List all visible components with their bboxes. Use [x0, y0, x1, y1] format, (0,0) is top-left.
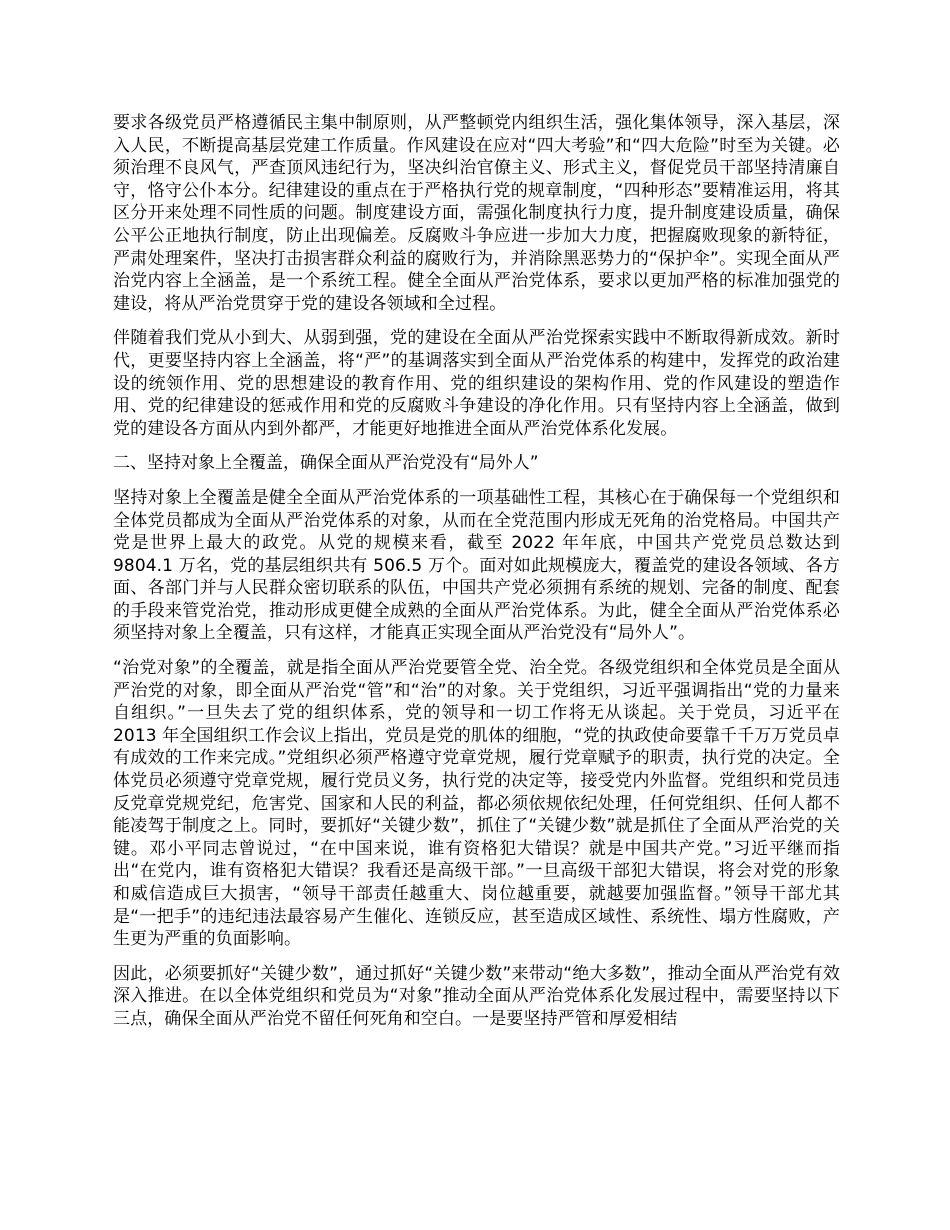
paragraph-party-building-content: 要求各级党员严格遵循民主集中制原则，从严整顿党内组织生活，强化集体领导，深入基层，深入人民，不断提高基层党建工作质量。作风建设在应对“四大考验”和“四大危险”时至为关键。必须治理不良风气，严查顶风违纪行为，坚决纠治官僚主义、形式主义，督促党员干部坚持清廉自守，恪守公仆本分。纪律建设的重点在于严格执行党的规章制度，“四种形态”要精准运用，将其区分开来处理不同性质的问题。制度建设方面，需强化制度执行力度，提升制度建设质量，确保公平公正地执行制度，防止出现偏差。反腐败斗争应进一步加大力度，把握腐败现象的新特征，严肃处理案件，坚决打击损害群众利益的腐败行为，并消除黑恶势力的“保护伞”。实现全面从严治党内容上全涵盖，是一个系统工程。健全全面从严治党体系，要求以更加严格的标准加强党的建设，将从严治党贯穿于党的建设各领域和全过程。	[113, 113, 840, 314]
paragraph-key-minority: 因此，必须要抓好“关键少数”，通过抓好“关键少数”来带动“绝大多数”，推动全面从严治党有效深入推进。在以全体党组织和党员为“对象”推动全面从严治党体系化发展过程中，需要坚持以下三点，确保全面从严治党不留任何死角和空白。一是要坚持严管和厚爱相结	[113, 963, 840, 1029]
document-page	[113, 112, 840, 1043]
section-heading: 二、坚持对象上全覆盖，确保全面从严治党没有“局外人”	[113, 453, 539, 474]
paragraph-governance-objects: “治党对象”的全覆盖，就是指全面从严治党要管全党、治全党。各级党组织和全体党员是全面从严治党的对象，即全面从严治党“管”和“治”的对象。关于党组织，习近平强调指出“党的力量来自组织。”一旦失去了党的组织体系，党的领导和一切工作将无从谈起。关于党员，习近平在 2013 年全国组织工作会议上指出，党员是党的肌体的细胞，“党的执政使命要靠千千万万党员卓有成效的工作来完成。”党组织必须严格遵守党章党规，履行党章赋予的职责，执行党的决定。全体党员必须遵守党章党规，履行党员义务，执行党的决定等，接受党内外监督。党组织和党员违反党章党规党纪，危害党、国家和人民的利益，都必须依规依纪处理，任何党组织、任何人都不能凌驾于制度之上。同时，要抓好“关键少数”，抓住了“关键少数”就是抓住了全面从严治党的关键。邓小平同志曾说过，“在中国来说，谁有资格犯大错误？就是中国共产党。”习近平继而指出“在党内，谁有资格犯大错误？我看还是高级干部。”一旦高级干部犯大错误，将会对党的形象和威信造成巨大损害，“领导干部责任越重大、岗位越重要，就越要加强监督。”领导干部尤其是“一把手”的违纪违法最容易产生催化、连锁反应，甚至造成区域性、系统性、塌方性腐败，产生更为严重的负面影响。	[113, 658, 840, 950]
paragraph-object-coverage: 坚持对象上全覆盖是健全全面从严治党体系的一项基础性工程，其核心在于确保每一个党组织和全体党员都成为全面从严治党体系的对象，从而在全党范围内形成无死角的治党格局。中国共产党是世界上最大的政党。从党的规模来看，截至 2022 年年底，中国共产党党员总数达到 9804.1 万名，党的基层组织共有 506.5 万个。面对如此规模庞大，覆盖党的建设各领域、各方面、各部门并与人民群众密切联系的队伍，中国共产党必须拥有系统的规划、完备的制度、配套的手段来管党治党，推动形成更健全成熟的全面从严治党体系。为此，健全全面从严治党体系必须坚持对象上全覆盖，只有这样，才能真正实现全面从严治党没有“局外人”。	[113, 487, 840, 644]
paragraph-new-era-coverage: 伴随着我们党从小到大、从弱到强，党的建设在全面从严治党探索实践中不断取得新成效。新时代，更要坚持内容上全涵盖，将“严”的基调落实到全面从严治党体系的构建中，发挥党的政治建设的统领作用、党的思想建设的教育作用、党的组织建设的架构作用、党的作风建设的塑造作用、党的纪律建设的惩戒作用和党的反腐败斗争建设的净化作用。只有坚持内容上全涵盖，做到党的建设各方面从内到外都严，才能更好地推进全面从严治党体系化发展。	[113, 328, 840, 439]
